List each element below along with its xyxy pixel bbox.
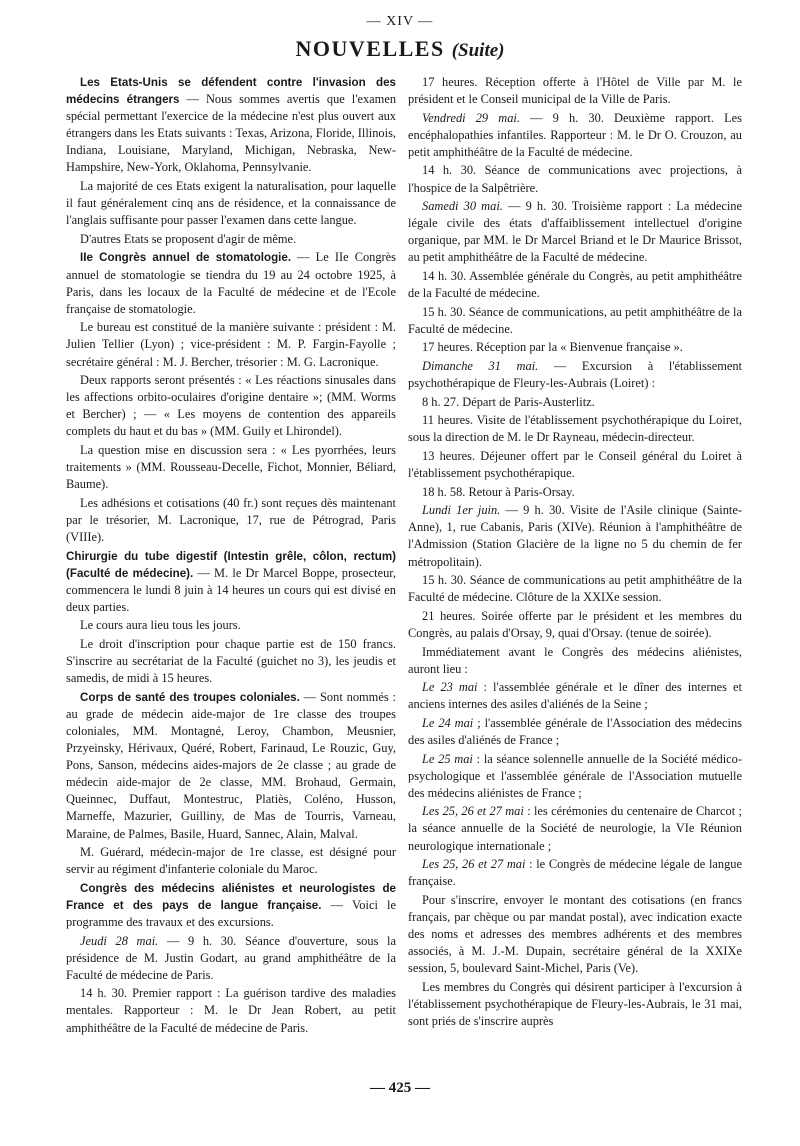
paragraph-text: — 9 h. 30. Séance d'ouverture, sous la présidence de M. Justin Godart, au grand amphithéâtre de la Faculté de médecine de Paris. (66, 933, 396, 982)
paragraph-text: Les adhésions et cotisations (40 fr.) sont reçues dès maintenant par le trésorier, M. Lacronique, 17, rue de Pétrograd, Paris (VIIIe). (66, 495, 396, 544)
article-paragraph (66, 495, 396, 546)
paragraph-text: Deux rapports seront présentés : « Les réactions sinusales dans les affections orbito-oculaires d'origine dentaire »; (MM. Worms et Bercher) ; — « Les moyens de contention des appareils complets du haut et du bas » (MM. Guily et Lhirondel). (66, 373, 396, 439)
page-title-suite: (Suite) (451, 40, 505, 61)
article-paragraph (408, 162, 742, 196)
article-paragraph (66, 617, 396, 634)
article-paragraph (408, 339, 742, 356)
paragraph-text: Le cours aura lieu tous les jours. (80, 618, 241, 633)
right-column (408, 74, 742, 1032)
article-paragraph (66, 548, 396, 616)
article-paragraph (66, 880, 396, 931)
article-paragraph (66, 319, 396, 370)
article-paragraph (408, 198, 742, 266)
paragraph-text: Le droit d'inscription pour chaque partie est de 150 francs. S'inscrire au secrétariat de la Faculté (guichet no 3), les jeudis et samedis, de midi à 15 heures. (66, 637, 396, 686)
article-paragraph (408, 110, 742, 161)
article-paragraph (408, 679, 742, 713)
page-title-main: NOUVELLES (295, 36, 445, 61)
article-heading: Chirurgie du tube digestif (Intestin grêle, côlon, rectum) (Faculté de médecine). (66, 549, 396, 580)
page-header-roman-numeral: — XIV — (366, 14, 434, 29)
paragraph-text: : la séance solennelle annuelle de la Société médico-psychologique et l'assemblée générale de l'Association mutuelle des médecins aliénistes de France ; (408, 751, 742, 800)
article-paragraph (408, 358, 742, 392)
schedule-date: Jeudi 28 mai. (80, 933, 159, 948)
article-paragraph (66, 844, 396, 878)
page-number: — 425 — (370, 1080, 430, 1096)
paragraph-text: — 9 h. 30. Visite de l'Asile clinique (Sainte-Anne), 1, rue Cabanis, Paris (XIVe). Réunion à l'amphithéâtre de l'Admission (Station Glacière de la ligne no 5 du chemin de fer métropolitain). (408, 503, 742, 569)
article-paragraph (408, 892, 742, 977)
paragraph-text: Les membres du Congrès qui désirent participer à l'excursion à l'établissement psychothérapique de Fleury-les-Aubrais, le 31 mai, sont priés de s'inscrire auprès (408, 979, 742, 1028)
article-paragraph (66, 636, 396, 687)
schedule-date: Le 23 mai (422, 680, 478, 695)
article-paragraph (66, 372, 396, 440)
article-paragraph (66, 178, 396, 229)
paragraph-text: 13 heures. Déjeuner offert par le Conseil général du Loiret à l'établissement psychothérapique. (408, 448, 742, 481)
article-paragraph (408, 268, 742, 302)
paragraph-text: ; l'assemblée générale de l'Association des médecins des asiles d'aliénés de France ; (408, 715, 742, 747)
paragraph-text: 21 heures. Soirée offerte par le président et les membres du Congrès, au palais d'Orsay, 9, quai d'Orsay. (tenue de soirée). (408, 608, 742, 640)
paragraph-text: 14 h. 30. Premier rapport : La guérison tardive des maladies mentales. Rapporteur : M. le Dr Jean Robert, au petit amphithéâtre de la Faculté de médecine de Paris. (66, 986, 396, 1035)
article-paragraph (408, 608, 742, 642)
article-paragraph (66, 933, 396, 984)
article-heading: Les Etats-Unis se défendent contre l'invasion des médecins étrangers (66, 76, 396, 107)
article-paragraph (408, 484, 742, 501)
article-paragraph (408, 304, 742, 338)
schedule-date: Lundi 1er juin. (422, 503, 501, 518)
article-paragraph (408, 502, 742, 570)
schedule-date: Dimanche 31 mai. (422, 359, 539, 373)
paragraph-text: 17 heures. Réception par la « Bienvenue française ». (422, 340, 683, 355)
paragraph-text: : les cérémonies du centenaire de Charcot ; la séance annuelle de la Société de neurologie, la VIe Réunion neurologique internationale ; (408, 804, 742, 853)
paragraph-text: 15 h. 30. Séance de communications, au petit amphithéâtre de la Faculté de médecine. (408, 304, 742, 336)
paragraph-text: — Excursion à l'établissement psychothérapique de Fleury-les-Aubrais (Loiret) : (408, 359, 742, 391)
schedule-date: Les 25, 26 et 27 mai (422, 857, 526, 872)
paragraph-text: — 9 h. 30. Deuxième rapport. Les encéphalopathies infantiles. Rapporteur : M. le Dr O. Crouzon, au petit amphithéâtre de la Faculté de médecine. (408, 110, 742, 159)
article-paragraph (408, 979, 742, 1030)
article-paragraph (66, 74, 396, 177)
article-paragraph (408, 803, 742, 854)
article-paragraph (66, 689, 396, 843)
paragraph-text: La majorité de ces Etats exigent la naturalisation, pour laquelle il faut généralement cinq ans de résidence, et la connaissance de l'anglais suffisante pour passer l'examen dans cette langue. (66, 179, 396, 228)
schedule-date: Le 25 mai (422, 751, 473, 766)
schedule-date: Vendredi 29 mai. (422, 110, 520, 125)
paragraph-text: Le bureau est constitué de la manière suivante : président : M. Julien Tellier (Lyon) ; vice-président : M. P. Fargin-Fayolle ; secrétaire général : M. J. Bercher, trésorier : M. G. Lacronique. (66, 320, 396, 369)
article-paragraph (408, 856, 742, 890)
article-paragraph (408, 74, 742, 108)
article-paragraph (66, 442, 396, 493)
article-paragraph (66, 249, 396, 317)
paragraph-text: : l'assemblée générale et le dîner des internes et anciens internes des asiles d'aliénés de la Seine ; (408, 680, 742, 712)
paragraph-text: — Voici le programme des travaux et des excursions. (66, 897, 396, 929)
article-paragraph (408, 448, 742, 482)
article-heading: IIe Congrès annuel de stomatologie. (80, 251, 292, 265)
schedule-date: Les 25, 26 et 27 mai (422, 804, 524, 819)
article-paragraph (408, 394, 742, 411)
paragraph-text: — Nous sommes avertis que l'examen spécial permettant l'exercice de la médecine n'est plus ouvert aux étrangers dans les Etats suivants : Texas, Arizona, Floride, Illinois, Indiana, Louisiane, Maryland, Michigan, Nebraska, New-Hampshire, New-York, Oklahoma, Pennsylvanie. (66, 92, 397, 175)
paragraph-text: La question mise en discussion sera : « Les pyorrhées, leurs traitements » (MM. Rousseau-Decelle, Fichot, Monnier, Béliard, Baume). (66, 442, 396, 492)
paragraph-text: — M. le Dr Marcel Boppe, prosecteur, commencera le lundi 8 juin à 14 heures un cours qui est divisé en deux parties. (66, 565, 396, 614)
paragraph-text: 15 h. 30. Séance de communications au petit amphithéâtre de la Faculté de médecine. Clôture de la XXIXe session. (408, 573, 742, 605)
paragraph-text: : le Congrès de médecine légale de langue française. (408, 857, 743, 889)
paragraph-text: Immédiatement avant le Congrès des médecins aliénistes, auront lieu : (408, 644, 742, 676)
paragraph-text: 8 h. 27. Départ de Paris-Austerlitz. (422, 394, 595, 409)
article-paragraph (408, 751, 742, 802)
page-title (0, 36, 800, 62)
schedule-date: Samedi 30 mai. (422, 199, 503, 214)
article-heading: Congrès des médecins aliénistes et neurologistes de France et des pays de langue française. (66, 881, 396, 912)
left-column (66, 74, 396, 1038)
paragraph-text: 11 heures. Visite de l'établissement psychothérapique du Loiret, sous la direction de M. le Dr Rayneau, médecin-directeur. (408, 413, 742, 445)
paragraph-text: M. Guérard, médecin-major de 1re classe, est désigné pour servir au régiment d'infanterie coloniale du Maroc. (66, 845, 396, 877)
paragraph-text: — Le IIe Congrès annuel de stomatologie se tiendra du 19 au 24 octobre 1925, à Paris, dans les locaux de la Faculté de médecine et de l'Ecole française de stomatologie. (66, 250, 396, 316)
paragraph-text: 17 heures. Réception offerte à l'Hôtel de Ville par M. le président et le Conseil municipal de la Ville de Paris. (408, 75, 742, 107)
article-paragraph (408, 572, 742, 606)
article-paragraph (408, 715, 742, 749)
article-paragraph (408, 412, 742, 446)
paragraph-text: 14 h. 30. Assemblée générale du Congrès, au petit amphithéâtre de la Faculté de médecine. (408, 269, 742, 301)
paragraph-text: D'autres Etats se proposent d'agir de même. (80, 231, 297, 246)
paragraph-text: 18 h. 58. Retour à Paris-Orsay. (422, 484, 575, 499)
schedule-date: Le 24 mai (422, 715, 474, 730)
article-heading: Corps de santé des troupes coloniales. (80, 690, 300, 704)
paragraph-text: Pour s'inscrire, envoyer le montant des cotisations (en francs français, par chèque ou par mandat postal), avec indication exacte des noms et adresses des membres adhérents et des membres associés, à M. J.-M. Dupain, secrétaire général de la XXIXe session, 5, boulevard Saint-Michel, Paris (Ve). (408, 892, 742, 976)
article-paragraph (66, 985, 396, 1036)
paragraph-text: — Sont nommés : au grade de médecin aide-major de 1re classe des troupes coloniales, MM. Montagné, Leroy, Chambon, Meusnier, Przyeinsky, Hérivaux, Quéré, Robert, Farinaud, Le Rouzic, Guy, Pons, Sanson, médecins aides-majors de 2e classe ; au grade de médecin aide-major de 2e classe, MM. Brohaud, Germain, Queinnec, Duffaut, Montestruc, Platiès, Coléno, Husson, Marneffe, Mazurier, Guilliny, de Mas de Tourris, Varneau, Maraine, de Palmes, Basile, Huard, Sannec, Alain, Malval. (66, 689, 396, 841)
paragraph-text: — 9 h. 30. Troisième rapport : La médecine légale civile des états d'affaiblissement intellectuel d'origine organique, par MM. le Dr Marcel Briand et le Dr Maurice Brissot, au petit amphithéâtre de la Faculté de médecine. (408, 199, 742, 265)
article-paragraph (408, 644, 742, 678)
paragraph-text: 14 h. 30. Séance de communications avec projections, à l'hospice de la Salpêtrière. (408, 163, 742, 195)
article-paragraph (66, 231, 396, 248)
